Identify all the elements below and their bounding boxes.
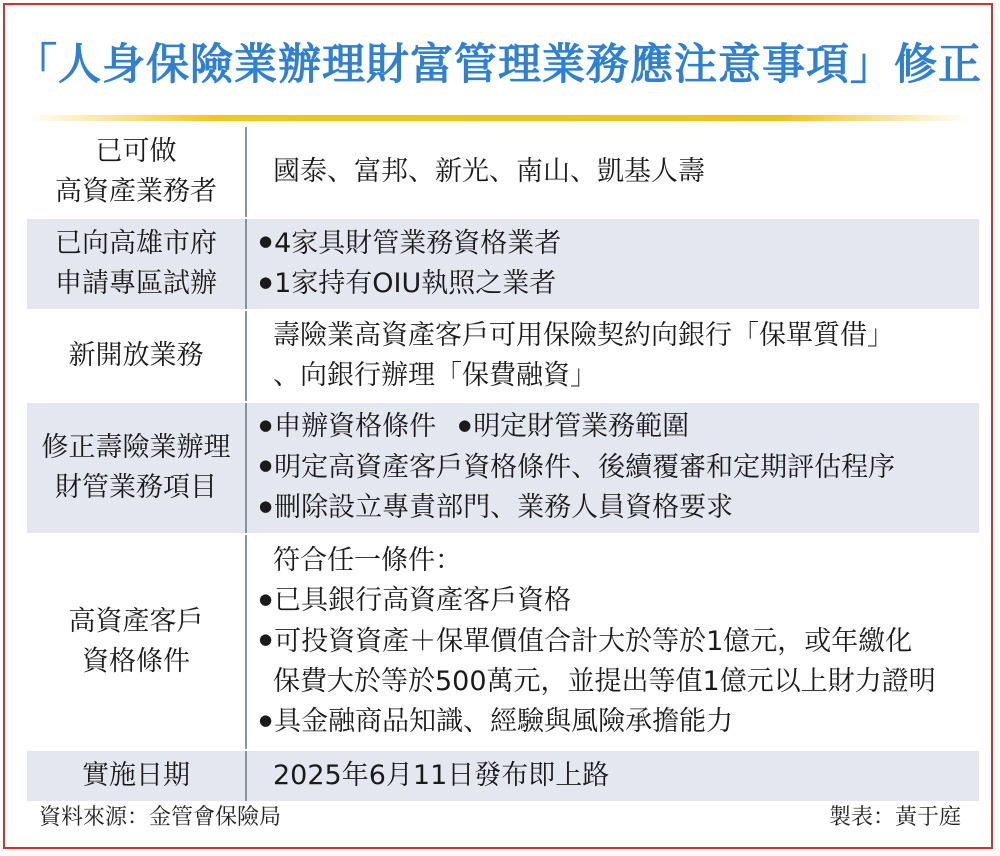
info-table [27, 127, 979, 803]
row-content [247, 219, 979, 309]
row-content [247, 751, 979, 801]
list-item: ● 可投資資產＋保單價值合計大於等於1億元，或年繳化 [259, 622, 979, 663]
page-title: 「人身保險業辦理財富管理業務應注意事項」修正 [14, 40, 982, 90]
table-row-effective-date [27, 751, 979, 803]
row-text: 2025年6月11日發布即上路 [273, 760, 610, 791]
row-content [247, 535, 979, 749]
infographic-frame [3, 3, 993, 849]
list-item: ● 已具銀行高資產客戶資格 [259, 581, 979, 622]
row-label [27, 311, 247, 401]
table-row-new-business [27, 311, 979, 403]
list-item: ● 1家持有OIU執照之業者 [259, 264, 979, 305]
table-row-revised-items [27, 403, 979, 535]
list-item: ● 明定財管業務範圍 [458, 411, 689, 442]
row-label-line: 高資產業務者 [55, 176, 217, 207]
row-content [247, 127, 979, 217]
title-divider [27, 115, 969, 121]
row-content [247, 403, 979, 533]
row-label-line: 財管業務項目 [55, 472, 217, 503]
row-label [27, 219, 247, 309]
row-label [27, 751, 247, 801]
row-text: 國泰、富邦、新光、南山、凱基人壽 [273, 156, 705, 187]
source-credit: 資料來源：金管會保險局 [39, 805, 282, 830]
list-item: ● 明定高資產客戶資格條件、後續覆審和定期評估程序 [259, 448, 979, 489]
list-item: ● 具金融商品知識、經驗與風險承擔能力 [259, 702, 979, 743]
table-row-client-criteria [27, 535, 979, 751]
row-text: 符合任一條件： [273, 545, 462, 577]
row-label [27, 535, 247, 749]
table-row-pilot-zone [27, 219, 979, 311]
row-text: 保費大於等於500萬元，並提出等值1億元以上財力證明 [273, 666, 936, 698]
author-credit: 製表：黃于庭 [828, 805, 961, 830]
row-label [27, 403, 247, 533]
list-item: ● 刪除設立專責部門、業務人員資格要求 [259, 488, 979, 529]
row-label-line: 申請專區試辦 [55, 268, 217, 299]
row-content [247, 311, 979, 401]
row-label-line: 資格條件 [82, 646, 190, 677]
row-label-line: 已可做 [95, 136, 177, 167]
row-label-line: 實施日期 [82, 760, 190, 791]
list-item: ● 4家具財管業務資格業者 [259, 224, 979, 265]
row-label-line: 高資產客戶 [68, 606, 204, 637]
row-text: 壽險業高資產客戶可用保險契約向銀行「保單質借」 [273, 320, 894, 351]
row-label-line: 新開放業務 [68, 340, 204, 371]
table-row-qualified-firms [27, 127, 979, 219]
list-item: ● 申辦資格條件 [259, 411, 436, 442]
row-label [27, 127, 247, 217]
row-label-line: 修正壽險業辦理 [41, 432, 231, 463]
row-text: 、向銀行辦理「保費融資」 [273, 360, 597, 391]
row-label-line: 已向高雄市府 [55, 228, 217, 259]
